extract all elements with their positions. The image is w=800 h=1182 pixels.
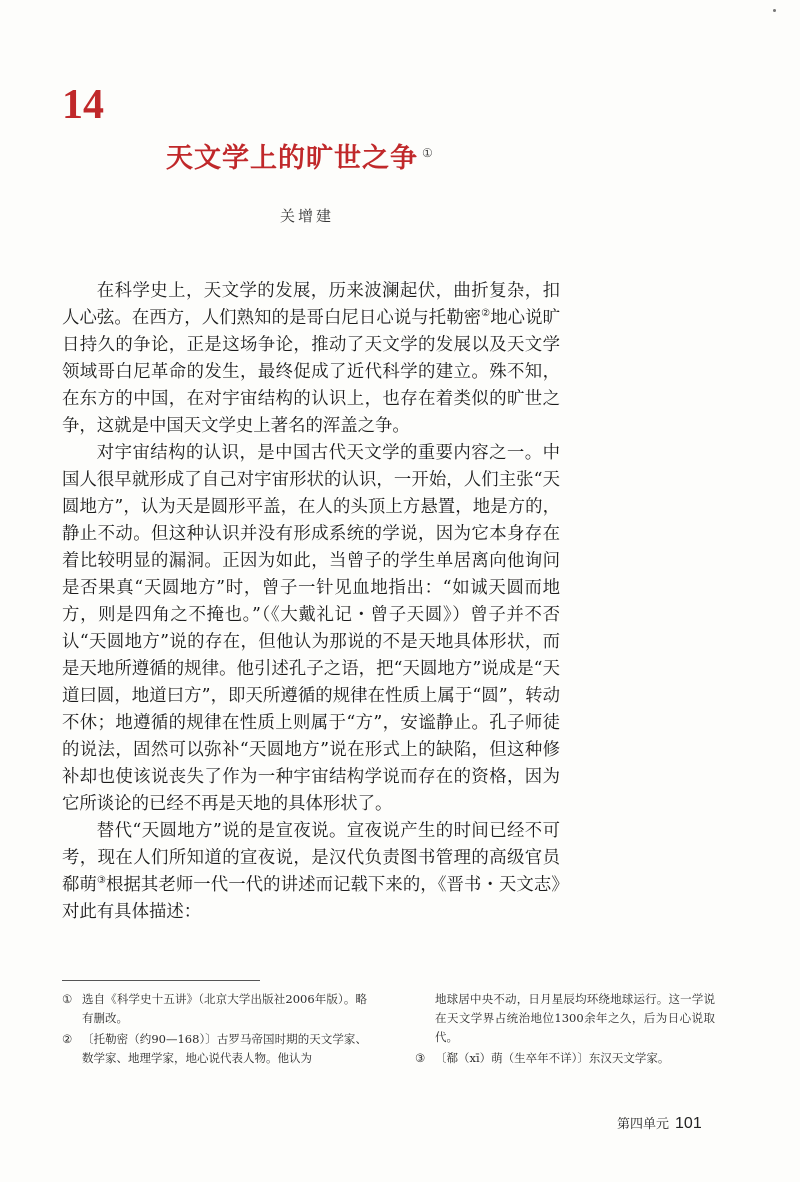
footnote-text: 〔托勒密（约90—168）〕古罗马帝国时期的天文学家、数学家、地理学家，地心说代表人物。他认为 — [82, 1032, 367, 1065]
footnote-mark: ② — [62, 1032, 73, 1046]
footnote-text: 选自《科学史十五讲》（北京大学出版社2006年版）。略有删改。 — [82, 992, 367, 1025]
paragraph-1 — [62, 278, 560, 440]
scan-speck — [773, 9, 776, 12]
paragraph-2 — [62, 440, 560, 818]
footnote-2-continuation: 地球居中央不动，日月星辰均环绕地球运行。这一学说在天文学界占统治地位1300余年之久，后为日心说取代。 — [435, 992, 715, 1044]
unit-label: 第四单元 — [617, 1117, 670, 1132]
page-footer — [617, 1113, 702, 1133]
footnote-ref-3: ③ — [96, 875, 106, 887]
title-footnote-mark: ① — [422, 146, 434, 160]
paragraph-text: 地心说旷日持久的争论，正是这场争论，推动了天文学的发展以及天文学领域哥白尼革命的发生，最终促成了近代科学的建立。殊不知，在东方的中国，在对宇宙结构的认识上，也存在着类似的旷世之争，这就是中国天文学史上著名的浑盖之争。 — [62, 308, 560, 436]
lesson-number: 14 — [62, 82, 104, 128]
paragraph-3 — [62, 818, 560, 926]
article-title: 天文学上的旷世之争 — [166, 143, 418, 174]
footnote-divider — [62, 980, 260, 981]
footnotes-left-column — [62, 990, 367, 1070]
paragraph-text: 根据其老师一代一代的讲述而记载下来的，《晋书・天文志》对此有具体描述： — [62, 875, 560, 922]
paragraph-text: 对宇宙结构的认识，是中国古代天文学的重要内容之一。中国人很早就形成了自己对宇宙形状的认识，一开始，人们主张“天圆地方”，认为天是圆形平盖，在人的头顶上方悬置，地是方的，静止不动。但这种认识并没有形成系统的学说，因为它本身存在着比较明显的漏洞。正因为如此，当曾子的学生单居离向他询问是否果真“天圆地方”时，曾子一针见血地指出：“如诚天圆而地方，则是四角之不掩也。”（《大戴礼记・曾子天圆》）曾子并不否认“天圆地方”说的存在，但他认为那说的不是天地具体形状，而是天地所遵循的规律。他引述孔子之语，把“天圆地方”说成是“天道曰圆，地道曰方”，即天所遵循的规律在性质上属于“圆”，转动不休；地遵循的规律在性质上则属于“方”，安谧静止。孔子师徒的说法，固然可以弥补“天圆地方”说在形式上的缺陷，但这种修补却也使该说丧失了作为一种宇宙结构学说而存在的资格，因为它所谈论的已经不再是天地的具体形状了。 — [62, 443, 560, 814]
author-name: 关增建 — [280, 207, 335, 225]
footnote-ref-2: ② — [481, 308, 491, 320]
footnote-mark: ① — [62, 992, 73, 1006]
footnote-text: 〔郗（xī）萌（生卒年不详）〕东汉天文学家。 — [435, 1051, 670, 1065]
footnotes-right-column — [415, 990, 715, 1070]
footnote-3 — [415, 1049, 715, 1068]
article-title-block — [166, 145, 434, 172]
footnote-mark: ③ — [415, 1051, 426, 1065]
paragraph-text: 在科学史上，天文学的发展，历来波澜起伏，曲折复杂，扣人心弦。在西方，人们熟知的是哥白尼日心说与托勒密 — [62, 281, 560, 328]
page-number: 101 — [675, 1115, 702, 1132]
footnote-2 — [62, 1030, 367, 1068]
paragraph-text: 替代“天圆地方”说的是宣夜说。宣夜说产生的时间已经不可考，现在人们所知道的宣夜说，是汉代负责图书管理的高级官员郗萌 — [62, 821, 560, 895]
article-body — [62, 278, 560, 926]
footnote-1 — [62, 990, 367, 1028]
